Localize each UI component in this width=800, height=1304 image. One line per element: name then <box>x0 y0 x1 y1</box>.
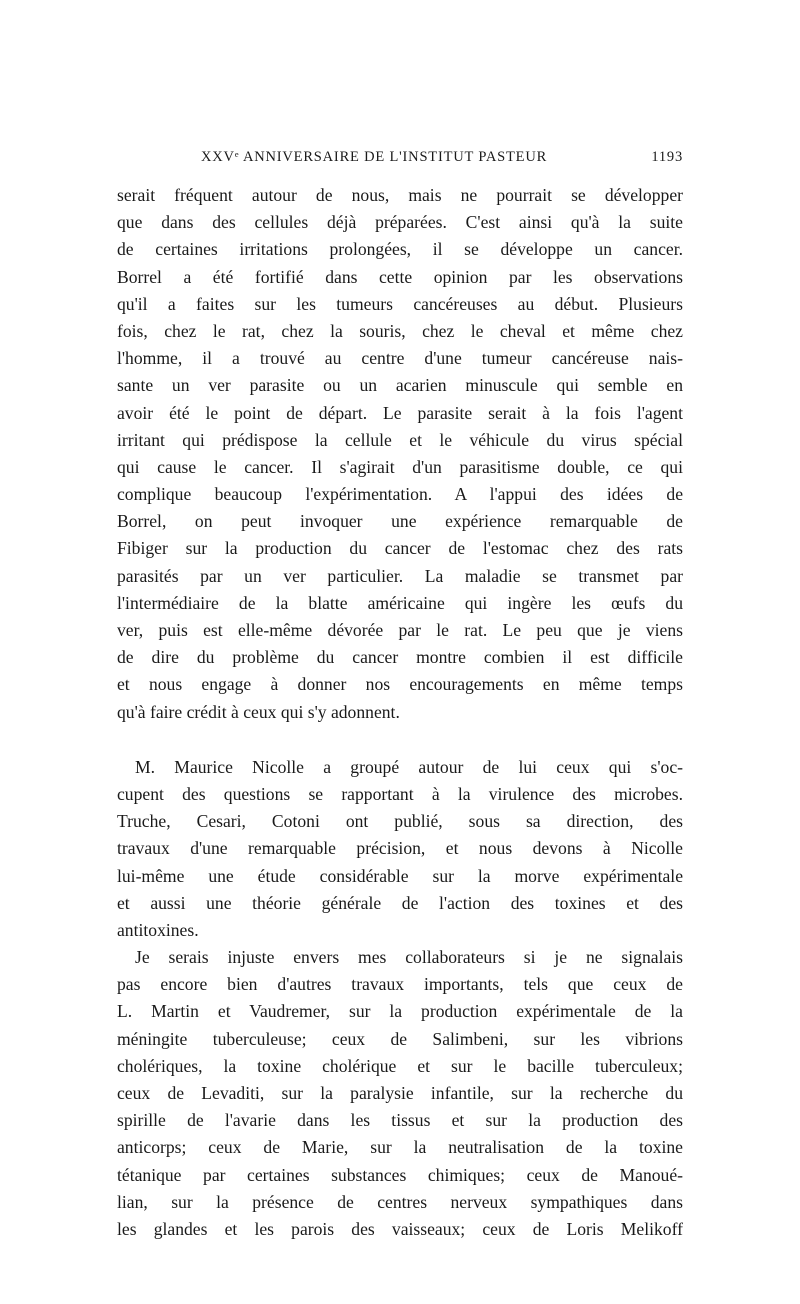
text-line: ceux de Levaditi, sur la paralysie infantile, sur la recherche du <box>117 1083 683 1103</box>
text-line: complique beaucoup l'expérimentation. A l'appui des idées de <box>117 484 683 505</box>
text-line: Fibiger sur la production du cancer de l'estomac chez des rats <box>117 538 683 559</box>
text-line: fois, chez le rat, chez la souris, chez le cheval et même chez <box>117 320 683 341</box>
paragraph-nicolle <box>117 754 683 944</box>
text-line: l'intermédiaire de la blatte américaine qui ingère les œufs du <box>117 592 683 613</box>
text-line: méningite tuberculeuse; ceux de Salimbeni, sur les vibrions <box>117 1028 683 1049</box>
text-line: tétanique par certaines substances chimiques; ceux de Manoué- <box>117 1164 683 1185</box>
body-text <box>117 182 683 1243</box>
text-line: M. Maurice Nicolle a groupé autour de lui ceux qui s'oc- <box>135 756 683 777</box>
text-line: qu'il a faites sur les tumeurs cancéreuses au début. Plusieurs <box>117 293 683 314</box>
text-line: irritant qui prédispose la cellule et le véhicule du virus spécial <box>117 429 683 450</box>
text-line: parasités par un ver particulier. La maladie se transmet par <box>117 565 683 586</box>
text-line: cholériques, la toxine cholérique et sur le bacille tuberculeux; <box>117 1055 683 1076</box>
text-line: et aussi une théorie générale de l'action des toxines et des <box>117 892 683 913</box>
running-title: XXVᵉ ANNIVERSAIRE DE L'INSTITUT PASTEUR <box>201 149 548 165</box>
text-line: lui-même une étude considérable sur la morve expérimentale <box>117 865 683 886</box>
text-line: L. Martin et Vaudremer, sur la production expérimentale de la <box>117 1001 683 1022</box>
text-line: lian, sur la présence de centres nerveux sympathiques dans <box>117 1191 683 1212</box>
text-line: avoir été le point de départ. Le parasite serait à la fois l'agent <box>117 402 683 423</box>
text-line: anticorps; ceux de Marie, sur la neutralisation de la toxine <box>117 1137 683 1158</box>
text-line: de dire du problème du cancer montre combien il est difficile <box>117 647 683 668</box>
book-page <box>117 0 683 1304</box>
text-line: l'homme, il a trouvé au centre d'une tumeur cancéreuse nais- <box>117 348 683 369</box>
text-line: Truche, Cesari, Cotoni ont publié, sous sa direction, des <box>117 811 683 832</box>
text-line: qu'à faire crédit à ceux qui s'y adonnent. <box>117 701 400 722</box>
text-line: de certaines irritations prolongées, il se développe un cancer. <box>117 239 683 260</box>
text-line: les glandes et les parois des vaisseaux; ceux de Loris Melikoff <box>117 1218 683 1239</box>
text-line: travaux d'une remarquable précision, et nous devons à Nicolle <box>117 838 683 859</box>
text-line: Borrel a été fortifié dans cette opinion par les observations <box>117 266 683 287</box>
paragraph-cancer <box>117 182 683 726</box>
page-number: 1193 <box>651 149 683 165</box>
paragraph-collaborators <box>117 944 683 1243</box>
text-line: spirille de l'avarie dans les tissus et sur la production des <box>117 1110 683 1131</box>
text-line: qui cause le cancer. Il s'agirait d'un parasitisme double, ce qui <box>117 456 683 477</box>
text-line: Borrel, on peut invoquer une expérience remarquable de <box>117 511 683 532</box>
paragraph-separator <box>117 726 683 754</box>
text-line: pas encore bien d'autres travaux importants, tels que ceux de <box>117 974 683 995</box>
running-head <box>117 149 683 171</box>
text-line: sante un ver parasite ou un acarien minuscule qui semble en <box>117 375 683 396</box>
text-line: que dans des cellules déjà préparées. C'est ainsi qu'à la suite <box>117 212 683 233</box>
text-line: antitoxines. <box>117 919 199 940</box>
text-line: Je serais injuste envers mes collaborateurs si je ne signalais <box>135 947 683 968</box>
text-line: cupent des questions se rapportant à la virulence des microbes. <box>117 783 683 804</box>
text-line: ver, puis est elle-même dévorée par le rat. Le peu que je viens <box>117 620 683 640</box>
text-line: et nous engage à donner nos encouragements en même temps <box>117 674 683 695</box>
text-line: serait fréquent autour de nous, mais ne pourrait se développer <box>117 185 683 205</box>
